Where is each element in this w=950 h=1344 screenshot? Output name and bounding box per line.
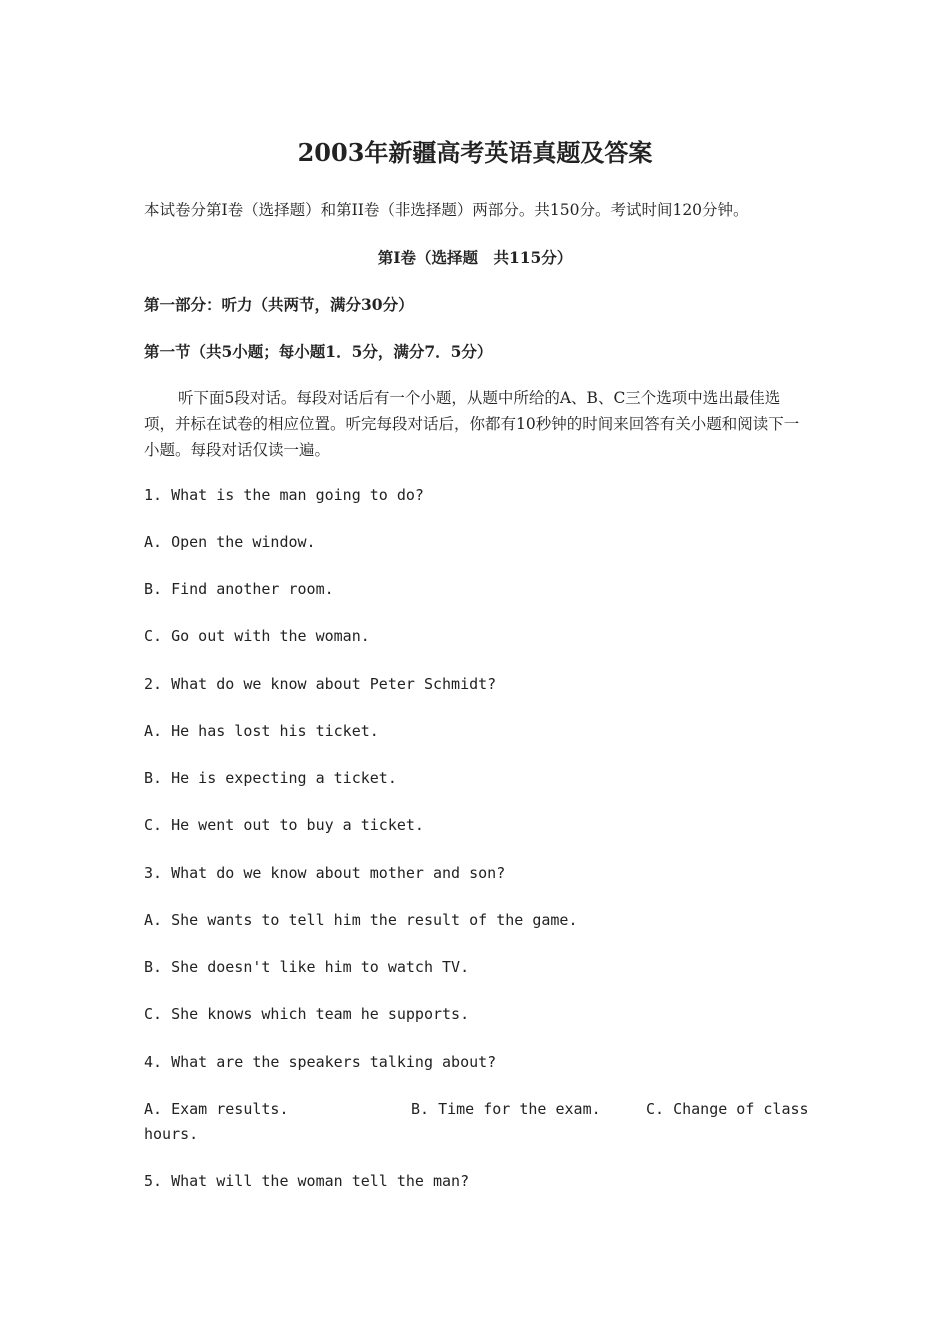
part-heading: 第一部分：听力（共两节，满分30分）	[144, 295, 414, 314]
question-4-option-c-continued: hours.	[144, 1125, 199, 1143]
question-3-option-a: A. She wants to tell him the result of the game.	[144, 911, 578, 929]
question-3-option-b: B. She doesn't like him to watch TV.	[144, 958, 470, 976]
question-1-option-c: C. Go out with the woman.	[144, 627, 370, 645]
question-1-stem: 1. What is the man going to do?	[144, 486, 424, 504]
document-title: 2003年新疆高考英语真题及答案	[297, 138, 653, 167]
section-heading: 第一节（共5小题；每小题1．5分，满分7．5分）	[144, 342, 493, 361]
question-4-option-b: B. Time for the exam.	[411, 1100, 601, 1118]
question-2-option-b: B. He is expecting a ticket.	[144, 769, 397, 787]
volume-heading: 第I卷（选择题 共115分）	[377, 248, 573, 267]
question-2-option-c: C. He went out to buy a ticket.	[144, 816, 424, 834]
exam-intro: 本试卷分第I卷（选择题）和第II卷（非选择题）两部分。共150分。考试时间120分钟。	[144, 201, 749, 219]
question-2-option-a: A. He has lost his ticket.	[144, 722, 379, 740]
listening-instructions: 听下面5段对话。每段对话后有一个小题，从题中所给的A、B、C三个选项中选出最佳选项，并标在试卷的相应位置。听完每段对话后，你都有10秒钟的时间来回答有关小题和阅读下一小题。每段对话仅读一遍。	[144, 389, 800, 459]
question-3-option-c: C. She knows which team he supports.	[144, 1005, 470, 1023]
question-1-option-b: B. Find another room.	[144, 580, 334, 598]
question-4-option-c: C. Change of class	[646, 1100, 809, 1118]
question-5-stem: 5. What will the woman tell the man?	[144, 1172, 470, 1190]
question-4-stem: 4. What are the speakers talking about?	[144, 1053, 497, 1071]
question-3-stem: 3. What do we know about mother and son?	[144, 864, 506, 882]
question-2-stem: 2. What do we know about Peter Schmidt?	[144, 675, 497, 693]
question-1-option-a: A. Open the window.	[144, 533, 316, 551]
question-4-option-a: A. Exam results.	[144, 1100, 289, 1118]
